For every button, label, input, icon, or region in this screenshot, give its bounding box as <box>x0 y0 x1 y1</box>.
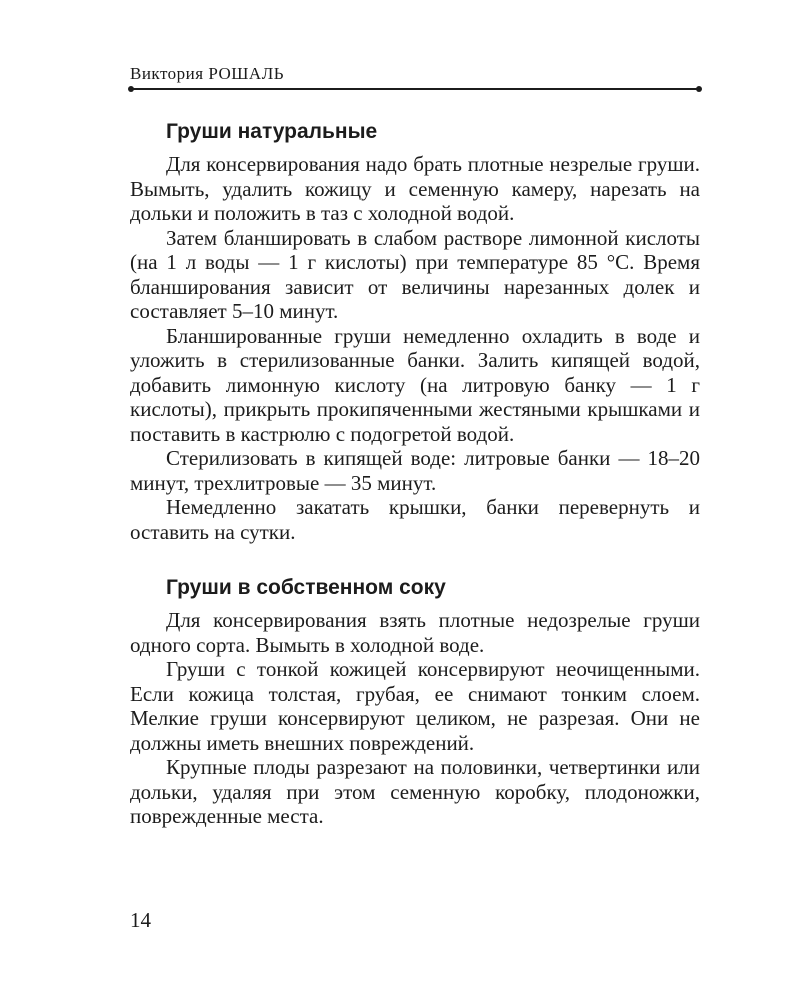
page-number: 14 <box>130 908 151 932</box>
book-page <box>130 62 700 829</box>
paragraph: Для консервирования взять плотные недозрелые груши одного сорта. Вымыть в холодной воде. <box>130 608 700 657</box>
paragraph: Стерилизовать в кипящей воде: литровые банки — 18–20 минут, трехлитровые — 35 минут. <box>130 446 700 495</box>
section-title: Груши натуральные <box>166 120 378 143</box>
header-rule <box>130 88 700 90</box>
paragraph: Затем бланшировать в слабом растворе лимонной кислоты (на 1 л воды — 1 г кислоты) при температуре 85 °С. Время бланширования зависит от величины нарезанных долек и составляет 5–10 минут. <box>130 225 700 323</box>
paragraph: Крупные плоды разрезают на половинки, четвертинки или дольки, удаляя при этом семенную коробку, плодоножки, поврежденные места. <box>130 755 700 828</box>
section-body <box>130 608 700 829</box>
section-pears-natural <box>130 118 700 544</box>
running-head-author: Виктория РОШАЛЬ <box>130 64 285 83</box>
section-pears-own-juice <box>130 574 700 829</box>
paragraph: Для консервирования надо брать плотные незрелые груши. Вымыть, удалить кожицу и семенную камеру, нарезать на дольки и положить в таз с холодной водой. <box>130 152 700 225</box>
paragraph: Немедленно закатать крышки, банки перевернуть и оставить на сутки. <box>130 495 700 544</box>
paragraph: Бланшированные груши немедленно охладить в воде и уложить в стерилизованные банки. Залить кипящей водой, добавить лимонную кислоту (на литровую банку — 1 г кислоты), прикрыть прокипяченными жестяными крышками и поставить в кастрюлю с подогретой водой. <box>130 323 700 446</box>
paragraph: Груши с тонкой кожицей консервируют неочищенными. Если кожица толстая, грубая, ее снимают тонким слоем. Мелкие груши консервируют целиком, не разрезая. Они не должны иметь внешних повреждений. <box>130 657 700 755</box>
section-title: Груши в собственном соку <box>166 576 446 599</box>
section-body <box>130 152 700 544</box>
